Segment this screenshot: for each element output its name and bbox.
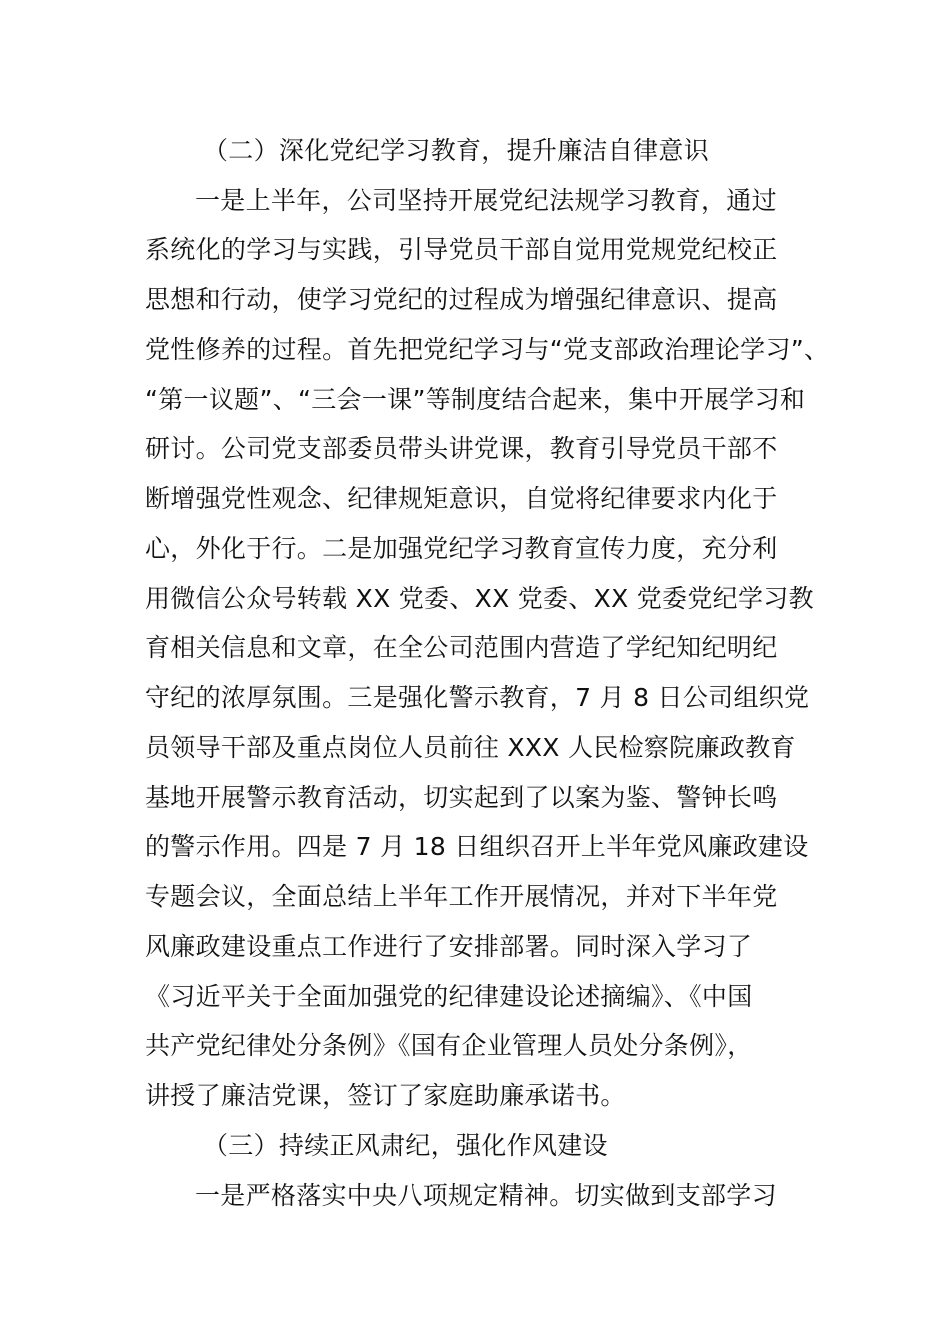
paragraph-line: 《习近平关于全面加强党的纪律建设论述摘编》、《中国 bbox=[145, 982, 753, 1011]
paragraph-line: 的警示作用。四是 7 月 18 日组织召开上半年党风廉政建设 bbox=[145, 832, 809, 861]
paragraph-line: 守纪的浓厚氛围。三是强化警示教育，7 月 8 日公司组织党 bbox=[145, 683, 810, 712]
paragraph-line: 基地开展警示教育活动，切实起到了以案为鉴、警钟长鸣 bbox=[145, 783, 778, 812]
paragraph-line: 一是上半年，公司坚持开展党纪法规学习教育，通过 bbox=[195, 186, 777, 215]
paragraph-line: 一是严格落实中央八项规定精神。切实做到支部学习 bbox=[195, 1181, 777, 1210]
paragraph-line: 讲授了廉洁党课，签订了家庭助廉承诺书。 bbox=[145, 1081, 626, 1110]
paragraph-line: 党性修养的过程。首先把党纪学习与“党支部政治理论学习”、 bbox=[145, 335, 830, 364]
paragraph-line: 员领导干部及重点岗位人员前往 XXX 人民检察院廉政教育 bbox=[145, 733, 796, 762]
paragraph-line: 研讨。公司党支部委员带头讲党课，教育引导党员干部不 bbox=[145, 434, 778, 463]
paragraph-line: 系统化的学习与实践，引导党员干部自觉用党规党纪校正 bbox=[145, 235, 778, 264]
paragraph-line: “第一议题”、“三会一课”等制度结合起来，集中开展学习和 bbox=[145, 385, 806, 414]
paragraph-line: 断增强党性观念、纪律规矩意识，自觉将纪律要求内化于 bbox=[145, 484, 778, 513]
paragraph-line: 育相关信息和文章，在全公司范围内营造了学纪知纪明纪 bbox=[145, 633, 778, 662]
section-heading: （二）深化党纪学习教育，提升廉洁自律意识 bbox=[203, 136, 710, 165]
section-heading: （三）持续正风肃纪，强化作风建设 bbox=[203, 1131, 608, 1160]
paragraph-line: 心，外化于行。二是加强党纪学习教育宣传力度，充分利 bbox=[145, 534, 778, 563]
paragraph-line: 风廉政建设重点工作进行了安排部署。同时深入学习了 bbox=[145, 932, 753, 961]
paragraph-line: 专题会议，全面总结上半年工作开展情况，并对下半年党 bbox=[145, 882, 778, 911]
paragraph-line: 思想和行动，使学习党纪的过程成为增强纪律意识、提高 bbox=[145, 285, 778, 314]
paragraph-line: 用微信公众号转载 XX 党委、XX 党委、XX 党委党纪学习教 bbox=[145, 584, 814, 613]
paragraph-line: 共产党纪律处分条例》《国有企业管理人员处分条例》， bbox=[145, 1031, 753, 1060]
